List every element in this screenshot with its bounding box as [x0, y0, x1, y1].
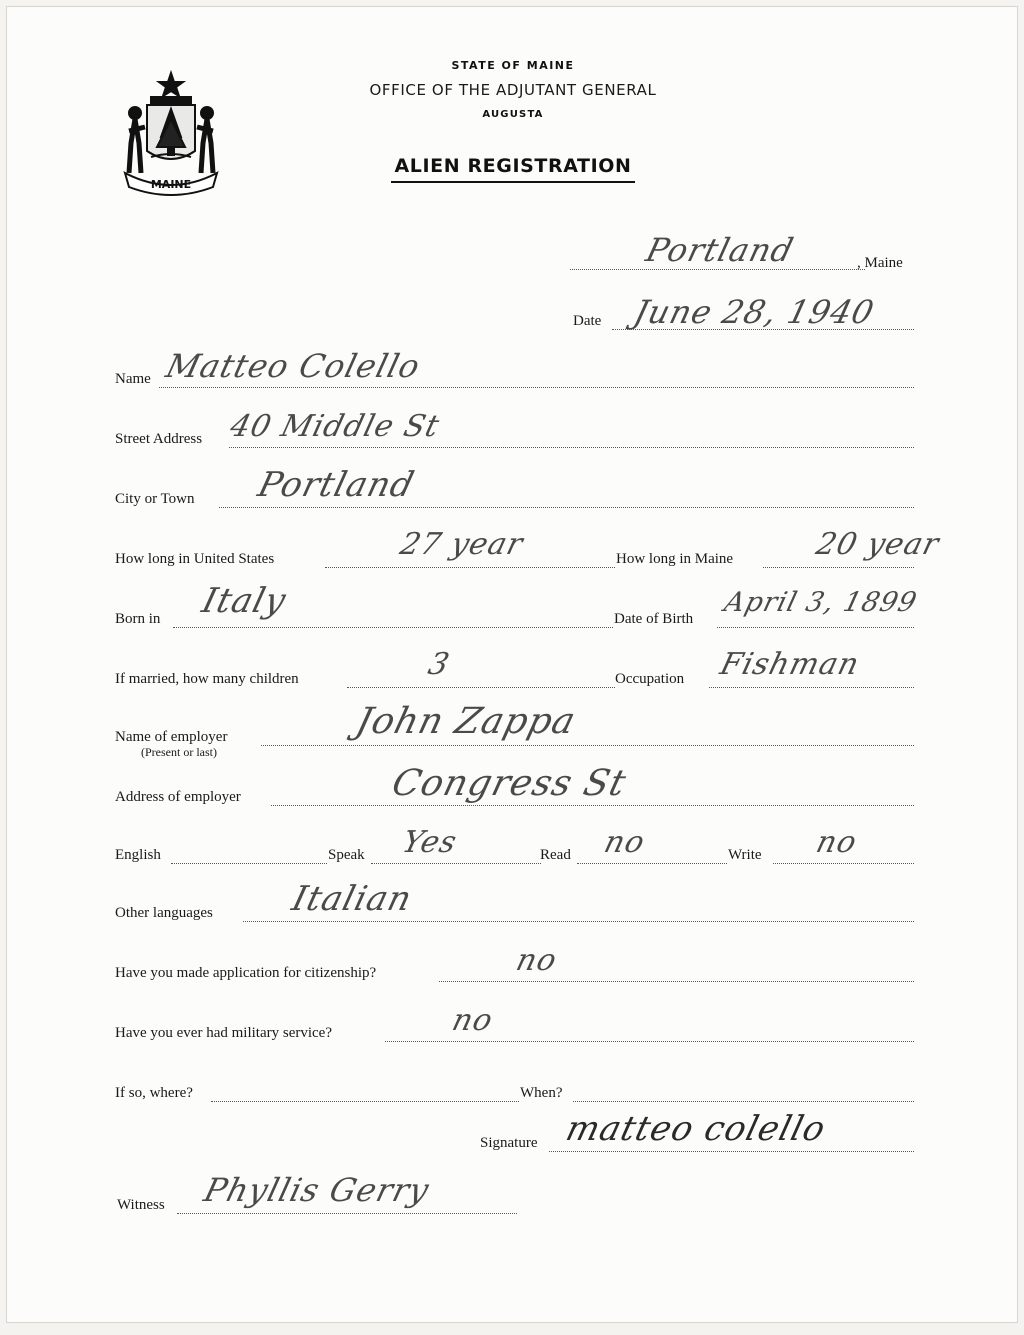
- header-office: OFFICE OF THE ADJUTANT GENERAL: [369, 81, 657, 99]
- how-long-us-value: 27 year: [396, 527, 528, 562]
- military-value: no: [448, 1003, 497, 1038]
- occupation-value: Fishman: [716, 647, 864, 682]
- speak-label: Speak: [328, 847, 365, 863]
- born-in-value: Italy: [198, 581, 291, 621]
- name-label: Name: [115, 371, 151, 387]
- other-languages-value: Italian: [288, 879, 417, 919]
- citizenship-label: Have you made application for citizenship?: [115, 965, 377, 981]
- witness-label: Witness: [117, 1197, 165, 1213]
- write-label: Write: [728, 847, 762, 863]
- born-in-label: Born in: [115, 611, 161, 627]
- how-long-us-label: How long in United States: [115, 551, 275, 567]
- date-of-birth-label: Date of Birth: [614, 611, 694, 627]
- city-label: City or Town: [115, 491, 195, 507]
- street-label: Street Address: [115, 431, 203, 447]
- how-long-maine-label: How long in Maine: [616, 551, 734, 567]
- citizenship-value: no: [512, 943, 561, 978]
- employer-value: John Zappa: [351, 701, 581, 742]
- date-of-birth-value: April 3, 1899: [721, 587, 921, 618]
- read-label: Read: [540, 847, 571, 863]
- occupation-label: Occupation: [615, 671, 685, 687]
- when-label: When?: [520, 1085, 563, 1101]
- read-value: no: [600, 825, 649, 860]
- children-value: 3: [424, 647, 454, 682]
- english-label: English: [115, 847, 161, 863]
- header-city: AUGUSTA: [482, 109, 544, 120]
- witness-value: Phyllis Gerry: [200, 1171, 434, 1209]
- employer-address-label: Address of employer: [115, 789, 241, 805]
- date-label: Date: [573, 313, 602, 329]
- employer-label: Name of employer: [115, 729, 228, 745]
- header-state: STATE OF MAINE: [451, 59, 575, 72]
- signature-label: Signature: [480, 1135, 538, 1151]
- street-value: 40 Middle St: [226, 409, 444, 444]
- employer-address-value: Congress St: [387, 763, 631, 804]
- registration-form: [6, 6, 1018, 1323]
- write-value: no: [812, 825, 861, 860]
- place-value: Portland: [642, 231, 798, 269]
- name-value: Matteo Colello: [162, 347, 425, 385]
- speak-value: Yes: [398, 825, 461, 860]
- how-long-maine-value: 20 year: [812, 527, 944, 562]
- place-suffix: , Maine: [857, 255, 903, 271]
- form-title: ALIEN REGISTRATION: [7, 155, 1018, 177]
- date-value: June 28, 1940: [630, 293, 879, 331]
- employer-sublabel: (Present or last): [141, 745, 217, 759]
- city-value: Portland: [254, 465, 419, 505]
- signature-value: matteo colello: [562, 1109, 830, 1149]
- where-label: If so, where?: [115, 1085, 193, 1101]
- children-label: If married, how many children: [115, 671, 299, 687]
- other-languages-label: Other languages: [115, 905, 213, 921]
- military-label: Have you ever had military service?: [115, 1025, 332, 1041]
- svg-text:MAINE: MAINE: [150, 178, 192, 191]
